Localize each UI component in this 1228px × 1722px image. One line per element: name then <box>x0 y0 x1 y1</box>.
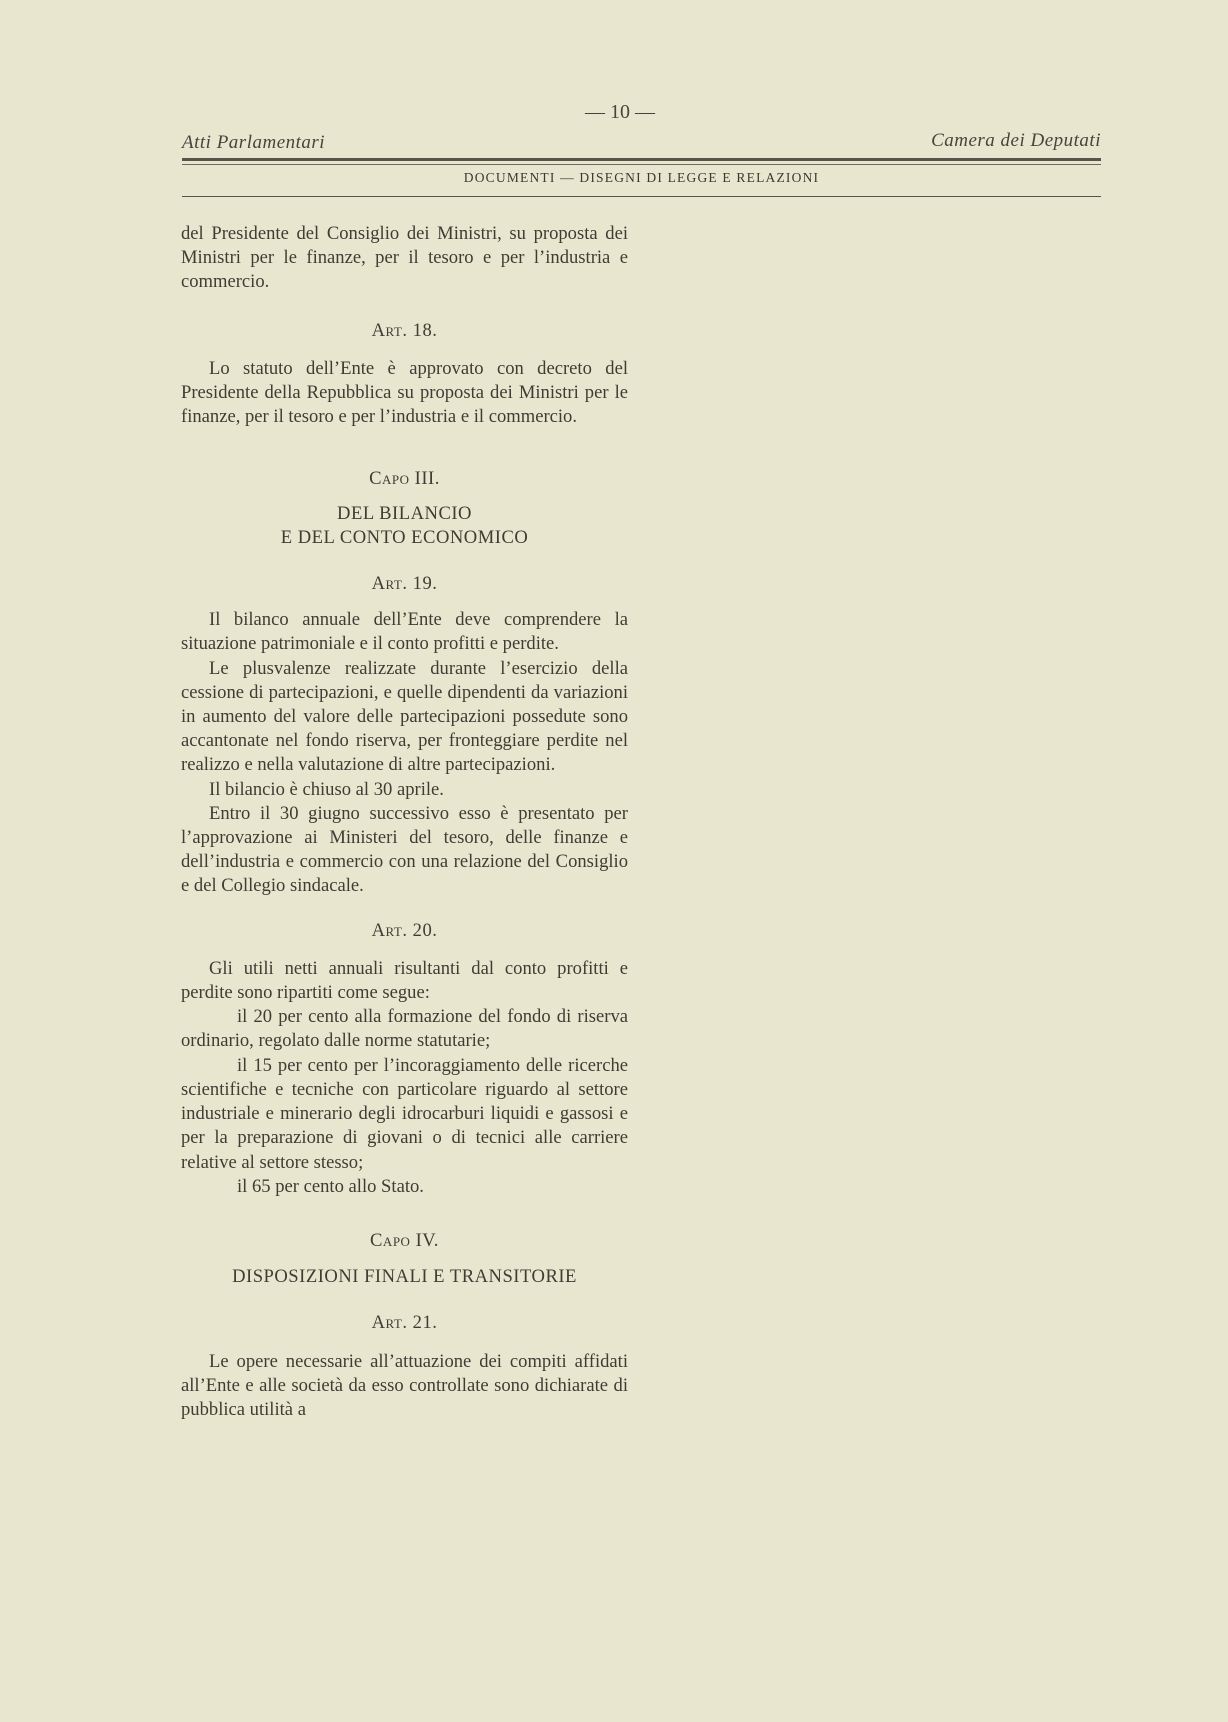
header-right: Camera dei Deputati <box>931 130 1101 151</box>
article-21-p1: Le opere necessarie all’attuazione dei compiti affidati all’Ente e alle società da esso controllate sono dichiarate di pubblica utilità a <box>181 1350 628 1420</box>
article-19-p2: Le plusvalenze realizzate durante l’esercizio della cessione di partecipazioni, e quelle dipendenti da variazioni in aumento del valore delle partecipazioni possedute sono accantonate nel fondo riserva, per fronteggiare perdite nel realizzo e nella valutazione di altre partecipazioni. <box>181 657 628 776</box>
article-18-text: Lo statuto dell’Ente è approvato con decreto del Presidente della Repubblica su proposta dei Ministri per le finanze, per il tesoro e per l’industria e il commercio. <box>181 357 628 428</box>
article-19-heading: Art. 19. <box>371 573 438 595</box>
article-20-p1: Gli utili netti annuali risultanti dal conto profitti e perdite sono ripartiti come segue: <box>181 957 628 1004</box>
text-column <box>181 222 628 1422</box>
page-number: — 10 — <box>585 101 655 123</box>
article-19-p4: Entro il 30 giugno successivo esso è presentato per l’approvazione ai Ministeri del tesoro, delle finanze e dell’industria e commercio con una relazione del Consiglio e del Collegio sindacale. <box>181 802 628 897</box>
article-20-heading: Art. 20. <box>371 919 438 941</box>
section-rule <box>182 196 1101 197</box>
article-19-p3: Il bilancio è chiuso al 30 aprile. <box>209 778 444 800</box>
section-title: DOCUMENTI — DISEGNI DI LEGGE E RELAZIONI <box>463 170 820 185</box>
capo-3-heading: Capo III. <box>369 468 440 490</box>
article-20-p4: il 65 per cento allo Stato. <box>237 1175 424 1197</box>
article-21-heading: Art. 21. <box>371 1312 438 1334</box>
header-left: Atti Parlamentari <box>182 132 326 153</box>
article-19-p1: Il bilanco annuale dell’Ente deve comprendere la situazione patrimoniale e il conto profitti e perdite. <box>181 609 628 655</box>
intro-paragraph: del Presidente del Consiglio dei Ministri, su proposta dei Ministri per le finanze, per il tesoro e per l’industria e commercio. <box>181 223 628 293</box>
article-20-p3: il 15 per cento per l’incoraggiamento delle ricerche scientifiche e tecniche con particolare riguardo al settore industriale e minerario degli idrocarburi liquidi e gassosi e per la preparazione di giovani o di tecnici alle carriere relative al settore stesso; <box>181 1054 628 1173</box>
header-rule-thin <box>182 164 1101 165</box>
capo-4-title: DISPOSIZIONI FINALI E TRANSITORIE <box>232 1266 577 1288</box>
header-rule-thick <box>182 158 1101 161</box>
article-20-p2: il 20 per cento alla formazione del fondo di riserva ordinario, regolato dalle norme statutarie; <box>181 1006 628 1052</box>
capo-4-heading: Capo IV. <box>370 1229 439 1251</box>
article-18-heading: Art. 18. <box>371 319 438 341</box>
capo-3-title-line1: DEL BILANCIO <box>337 502 472 524</box>
capo-3-title-line2: E DEL CONTO ECONOMICO <box>280 526 529 548</box>
